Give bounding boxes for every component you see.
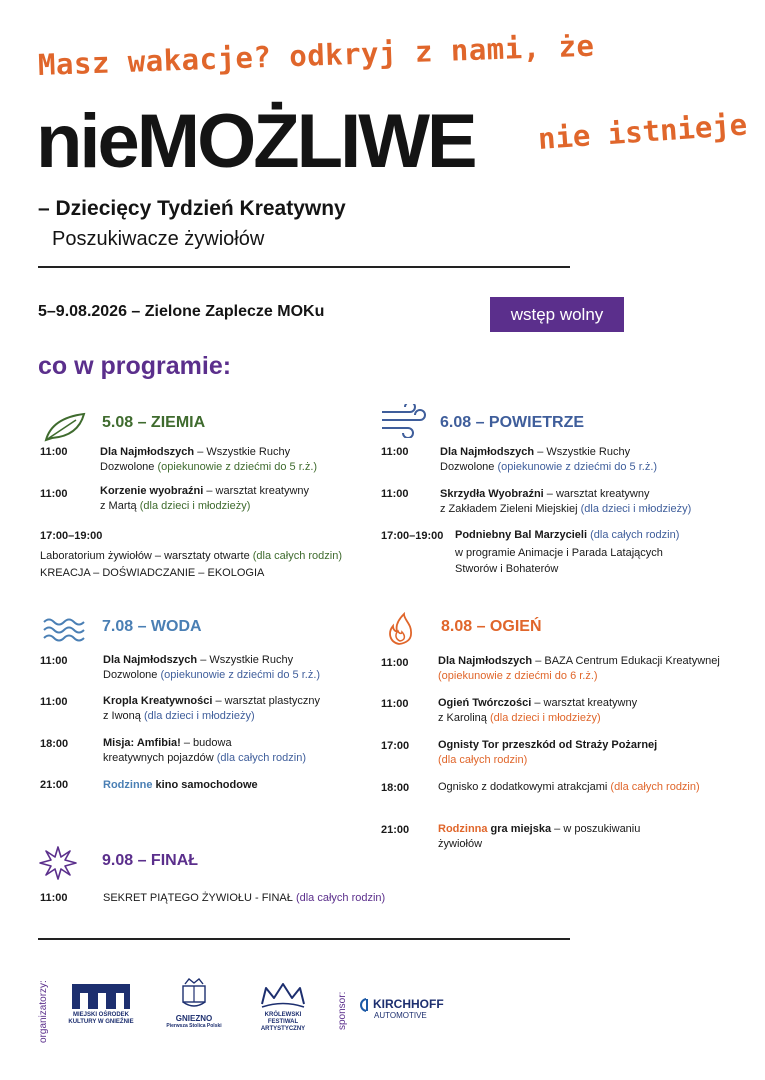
moku-logo [72,984,130,1009]
subtitle: – Dziecięcy Tydzień Kreatywny [38,197,346,220]
sponsor-label: sponsor: [337,991,348,1030]
divider-bottom [38,938,570,940]
day-title-water: 7.08 – WODA [102,618,202,635]
program-heading: co w programie: [38,352,232,380]
event-finale-1: SEKRET PIĄTEGO ŻYWIOŁU - FINAŁ (dla całych rodzin) [103,892,386,904]
event-water-1: Dla Najmłodszych – Wszystkie Ruchy Dozwolone (opiekunowie z dziećmi do 5 r.ż.) [103,654,321,681]
gniezno-crest-icon [179,976,209,1010]
sponsor-sub: AUTOMOTIVE [374,1011,427,1020]
main-title: nieMOŻLIWE [36,99,475,184]
crown-logo-icon [258,982,308,1010]
time-air-2: 11:00 [381,488,409,500]
time-fire-5: 21:00 [381,824,410,836]
subtitle-secondary: Poszukiwacze żywiołów [52,228,265,250]
header-tagline-top: Masz wakacje? odkryj z nami, że [37,28,596,82]
day-title-fire: 8.08 – OGIEŃ [441,618,542,635]
flame-icon [380,612,428,646]
event-water-4: Rodzinne kino samochodowe [103,779,258,791]
wind-icon [380,404,428,438]
time-air-1: 11:00 [381,446,409,458]
event-earth-1: Dla Najmłodszych – Wszystkie Ruchy Dozwolone (opiekunowie z dziećmi do 5 r.ż.) [100,446,318,473]
time-earth-3: 17:00–19:00 [40,530,103,542]
time-earth-2: 11:00 [40,488,68,500]
event-fire-3: Ognisty Tor przeszkód od Straży Pożarnej (dla całych rodzin) [438,739,658,766]
event-air-1: Dla Najmłodszych – Wszystkie Ruchy Dozwolone (opiekunowie z dziećmi do 5 r.ż.) [440,446,658,473]
day-title-finale: 9.08 – FINAŁ [102,852,199,869]
waves-icon [42,614,90,648]
free-entry-badge: wstęp wolny [490,297,624,332]
event-water-3: Misja: Amfibia! – budowa kreatywnych pojazdów (dla całych rodzin) [103,737,306,764]
event-water-2: Kropla Kreatywności – warsztat plastyczny z Iwoną (dla dzieci i młodzieży) [103,695,321,722]
event-fire-1: Dla Najmłodszych – BAZA Centrum Edukacji Kreatywnej (opiekunowie z dziećmi do 6 r.ż.) [438,655,720,682]
kirchhoff-logo-icon [360,998,374,1012]
sponsor-name: KIRCHHOFF [373,997,444,1011]
time-earth-1: 11:00 [40,446,68,458]
time-fire-1: 11:00 [381,657,409,669]
gniezno-name: GNIEZNO [175,1014,213,1023]
event-fire-4: Ognisko z dodatkowymi atrakcjami (dla całych rodzin) [438,781,700,793]
time-water-2: 11:00 [40,696,68,708]
moku-name: MIEJSKI OŚRODEK KULTURY W GNIEŹNIE [68,1012,134,1025]
event-earth-2: Korzenie wyobraźni – warsztat kreatywny z Martą (dla dzieci i młodzieży) [100,485,310,512]
divider-top [38,266,570,268]
time-fire-4: 18:00 [381,782,410,794]
event-fire-5: Rodzinna gra miejska – w poszukiwaniu żywiołów [438,823,641,850]
header-tagline-side: nie istnieje [536,107,749,156]
star-burst-icon [36,846,84,880]
time-fire-3: 17:00 [381,740,410,752]
leaf-icon [42,410,90,444]
festival-name: KRÓLEWSKI FESTIWAL ARTYSTYCZNY [260,1012,306,1032]
event-dates-place: 5–9.08.2026 – Zielone Zaplecze MOKu [38,303,325,320]
day-title-air: 6.08 – POWIETRZE [440,414,585,431]
event-air-2: Skrzydła Wyobraźni – warsztat kreatywny z Zakładem Zieleni Miejskiej (dla dzieci i młodzieży) [440,488,692,515]
time-finale-1: 11:00 [40,892,68,904]
event-air-3: Podniebny Bal Marzycieli (dla całych rodzin) w programie Animacje i Parada Latających Stworów i Bohaterów [455,529,680,575]
time-water-4: 21:00 [40,779,69,791]
organizers-label: organizatorzy: [38,980,49,1043]
event-earth-3: Laboratorium żywiołów – warsztaty otwarte (dla całych rodzin) KREACJA – DOŚWIADCZANIE – EKOLOGIA [40,550,343,579]
time-fire-2: 11:00 [381,698,409,710]
event-fire-2: Ogień Twórczości – warsztat kreatywny z Karoliną (dla dzieci i młodzieży) [438,697,638,724]
gniezno-tagline: Pierwsza Stolica Polski [166,1023,222,1029]
time-water-3: 18:00 [40,738,69,750]
time-water-1: 11:00 [40,655,68,667]
day-title-earth: 5.08 – ZIEMIA [102,414,206,431]
time-air-3: 17:00–19:00 [381,530,444,542]
